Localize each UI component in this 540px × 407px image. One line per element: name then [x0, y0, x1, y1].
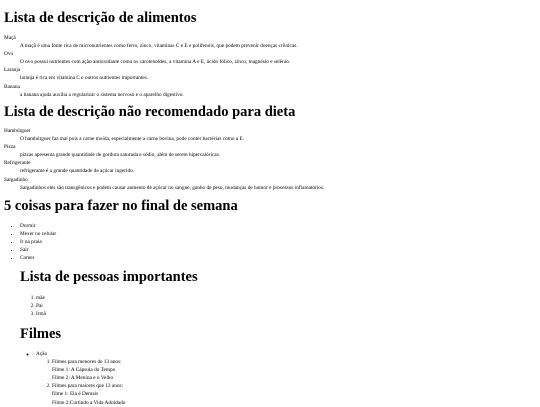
film-group: [52, 382, 125, 406]
list-item: • Ir na praia: [20, 238, 56, 246]
film-title: Filme 2:Curtindo a Vida Adoidado: [52, 399, 126, 406]
desc-banana: a banana ajuda auxilia a regularizar o sistema nervoso e o aparelho digestivo.: [20, 91, 184, 98]
heading-important-people: Lista de pessoas importantes: [20, 269, 198, 285]
list-item: • Comer: [20, 254, 56, 262]
desc-salgadinho: Salgadinhos eles são transgênicos e podem causar aumento de açúcar no sangue, ganho de peso, mudanças de humor e processos inflamatórios.: [20, 184, 325, 191]
film-title: filme 1: Ela é Demais: [52, 391, 99, 398]
term-banana: Banana: [4, 83, 20, 90]
film-group: [52, 358, 125, 382]
term-hamburguer: Hambúrguer: [4, 128, 31, 134]
important-people-list: [20, 294, 46, 318]
film-title: Filme 1: A Cápsula do Tempo: [52, 367, 116, 374]
term-refrigerante: Refrigerante: [4, 160, 31, 167]
list-item: 3. Irmã: [36, 310, 46, 318]
desc-ovo: O ovo possui nutrientes com ação antioxidante como os carotenoides, a vitamina A e E, ácido fólico, zinco, magnésio e selênio.: [20, 59, 291, 66]
term-salgadinho: Salgadinho: [4, 176, 28, 183]
desc-laranja: laranja é rica em vitamina C e outros nutrientes importantes.: [20, 75, 148, 82]
film-group-label: Filmes para menores de 13 anos:: [52, 359, 122, 366]
heading-food-descriptions: Lista de descrição de alimentos: [4, 10, 197, 26]
heading-weekend: 5 coisas para fazer no final de semana: [4, 198, 238, 214]
not-recommended-list: [4, 127, 324, 192]
list-item: • Dormir: [20, 222, 56, 230]
films-list: [20, 350, 125, 407]
desc-refrigerante: refrigerante é a grande quantidade de açúcar ingerido.: [20, 168, 135, 175]
food-description-list: [4, 34, 298, 99]
heading-not-recommended: Lista de descrição não recomendado para dieta: [4, 104, 296, 120]
desc-hamburguer: O hambúrguer faz mal pois a carne moída, especialmente a carne bovina, pode conter bactérias como a E.: [20, 136, 245, 143]
weekend-list: [4, 222, 56, 262]
desc-maca: A maçã é uma fonte rica de micronutrientes como ferro, zinco, vitaminas C e E e polifenóis, que podem prevenir doenças crônicas.: [20, 43, 298, 50]
genre-item-acao: [36, 350, 125, 407]
film-groups: [36, 358, 125, 407]
term-maca: Maçã: [4, 35, 16, 41]
genre-label: Ação: [36, 351, 48, 357]
desc-pizza: pizzas apresenta grande quantidade de gordura saturada e sódio, além de serem hipercalóricas.: [20, 152, 221, 159]
list-item: • Mexer no celular: [20, 230, 56, 238]
term-laranja: Laranja: [4, 67, 21, 74]
term-pizza: Pizza: [4, 144, 16, 151]
list-item: • Sair: [20, 246, 56, 254]
film-title: Filme 2: A Menina e o Velho: [52, 375, 114, 382]
heading-films: Filmes: [20, 326, 62, 342]
list-item: 2. Pai: [36, 302, 46, 310]
film-group-label: Filmes para maiores que 13 anos:: [52, 383, 124, 390]
term-ovo: Ovo: [4, 51, 14, 58]
list-item: 1. mãe: [36, 294, 46, 302]
